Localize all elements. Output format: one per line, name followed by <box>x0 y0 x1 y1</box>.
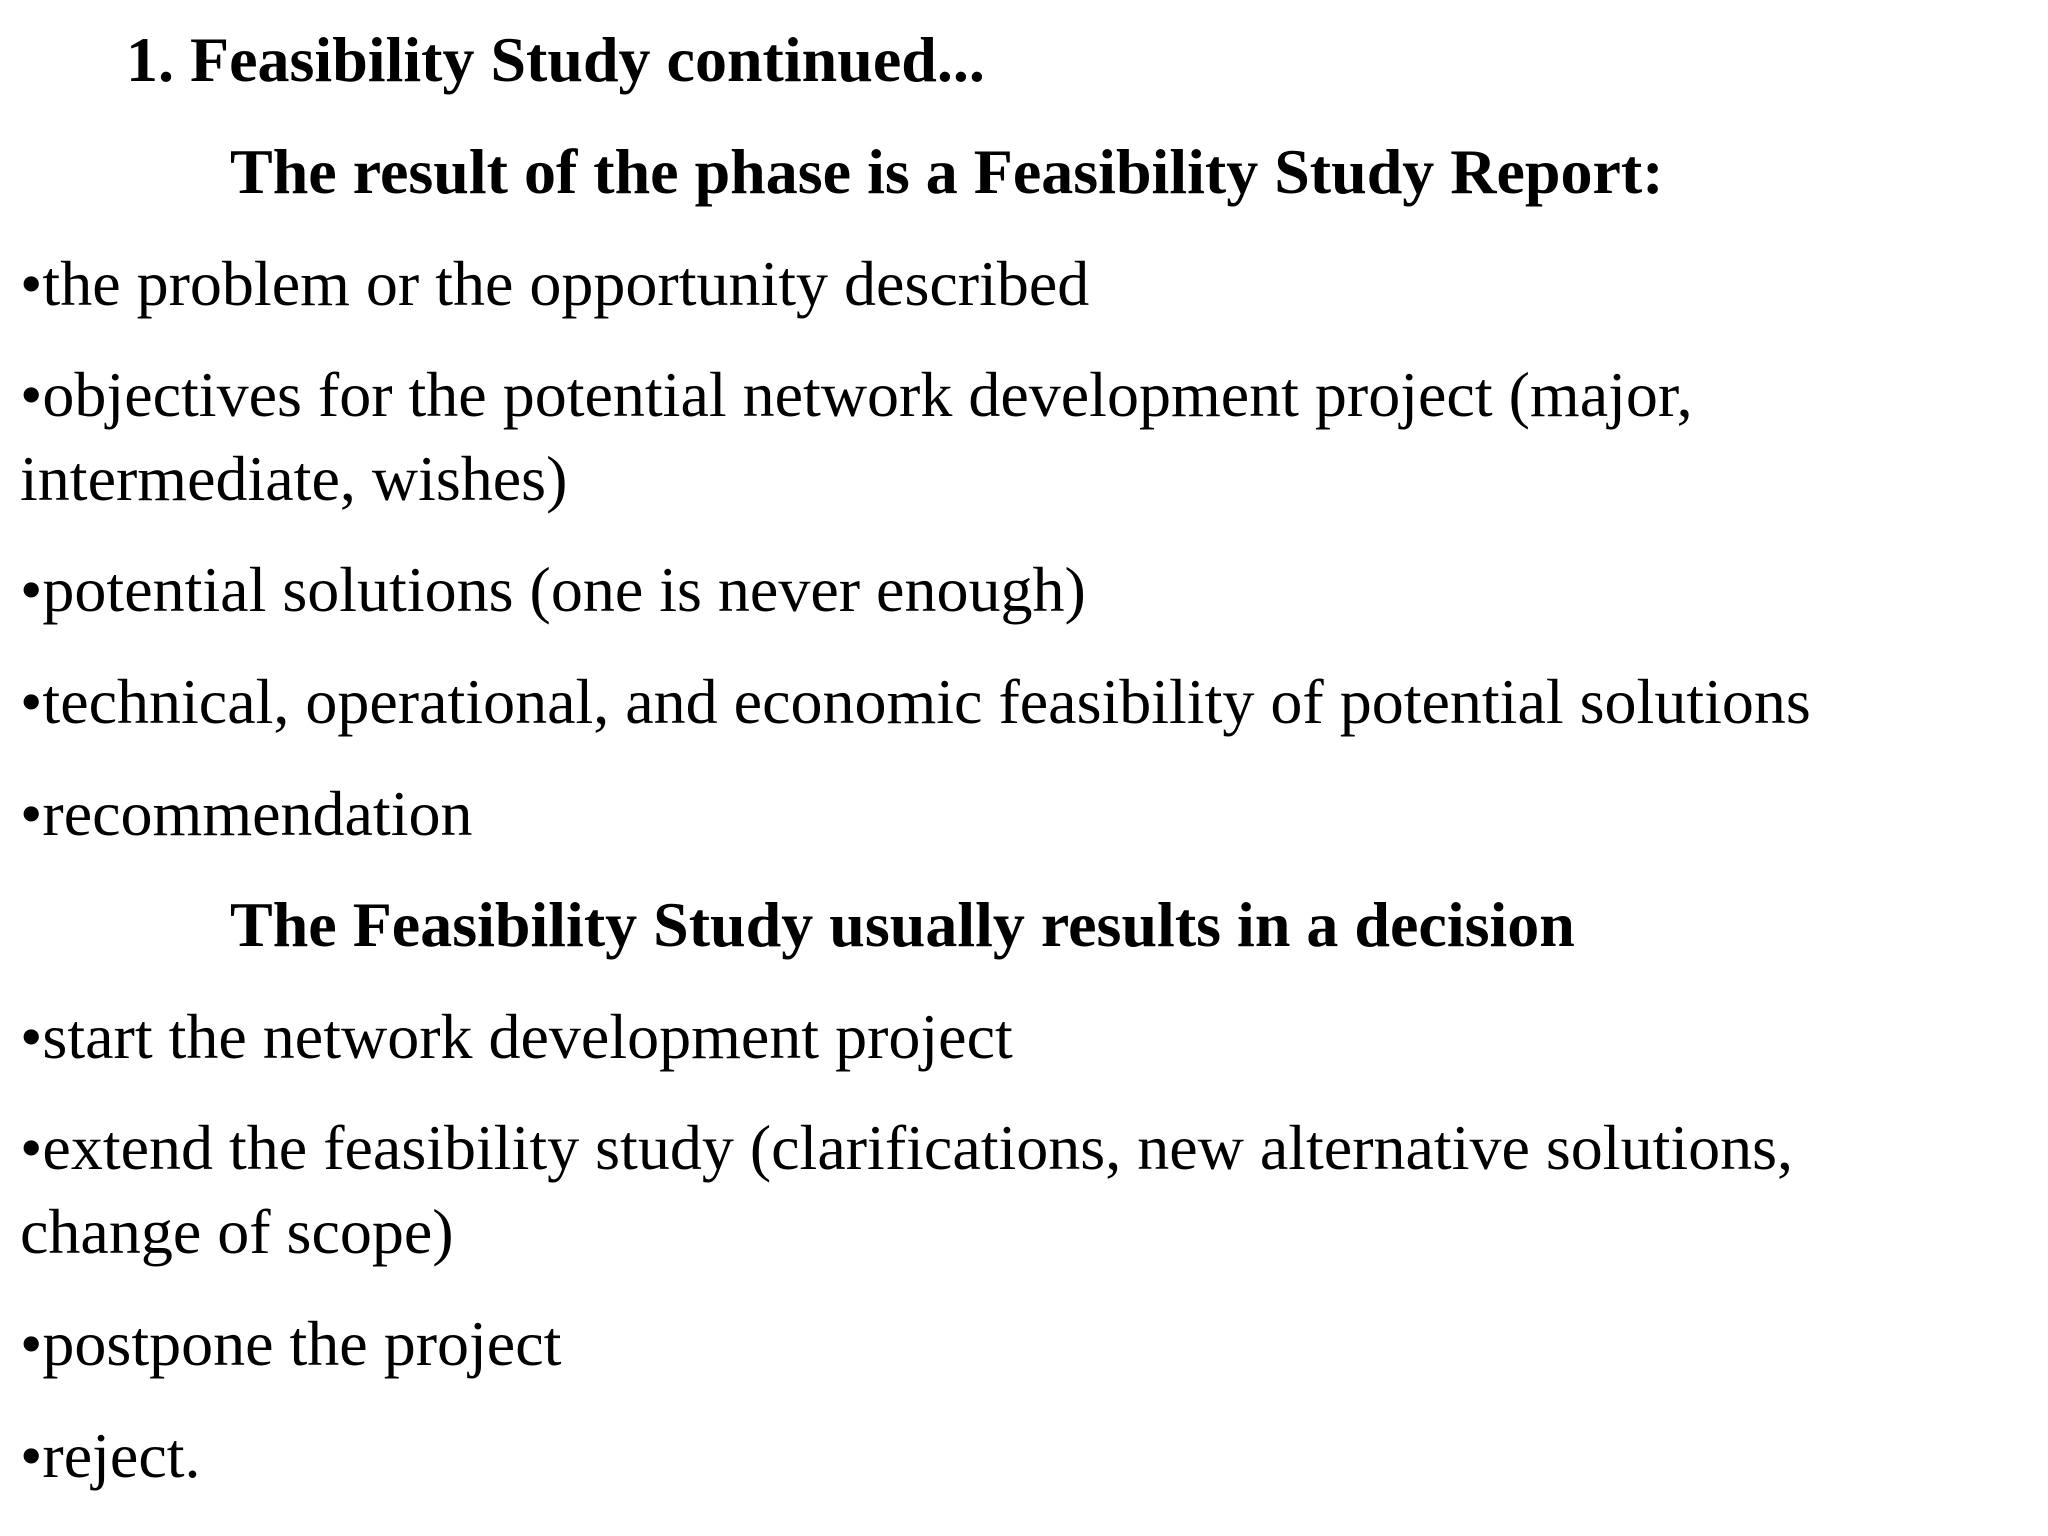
list-item <box>20 248 1090 319</box>
slide-title: 1. Feasibility Study continued... <box>126 24 985 95</box>
bullet-icon: • <box>20 1420 43 1491</box>
list-item-text: the problem or the opportunity described <box>42 248 1090 319</box>
bullet-icon: • <box>20 1308 43 1379</box>
list-item <box>20 359 1693 430</box>
list-item-continuation: change of scope) <box>20 1196 454 1267</box>
bullet-icon: • <box>20 248 43 319</box>
bullet-icon: • <box>20 359 43 430</box>
list-item <box>20 1420 201 1491</box>
list-item <box>20 1308 562 1379</box>
bullet-icon: • <box>20 666 43 737</box>
bullet-icon: • <box>20 1112 43 1183</box>
list-item-text: start the network development project <box>42 1001 1013 1072</box>
list-item-text: postpone the project <box>42 1308 562 1379</box>
section-heading-report: The result of the phase is a Feasibility Study Report: <box>230 136 1664 207</box>
list-item <box>20 1001 1013 1072</box>
list-item-text: technical, operational, and economic feasibility of potential solutions <box>42 666 1811 737</box>
bullet-icon: • <box>20 554 43 625</box>
list-item-text: reject. <box>42 1420 201 1491</box>
list-item <box>20 778 473 849</box>
list-item-text: objectives for the potential network development project (major, <box>42 359 1693 430</box>
bullet-icon: • <box>20 1001 43 1072</box>
list-item <box>20 1112 1794 1183</box>
list-item <box>20 554 1086 625</box>
list-item-continuation: intermediate, wishes) <box>20 443 568 514</box>
bullet-icon: • <box>20 778 43 849</box>
list-item <box>20 666 1811 737</box>
list-item-text: potential solutions (one is never enough) <box>42 554 1086 625</box>
section-heading-decision: The Feasibility Study usually results in a decision <box>230 889 1575 960</box>
list-item-text: recommendation <box>42 778 473 849</box>
list-item-text: extend the feasibility study (clarifications, new alternative solutions, <box>42 1112 1794 1183</box>
